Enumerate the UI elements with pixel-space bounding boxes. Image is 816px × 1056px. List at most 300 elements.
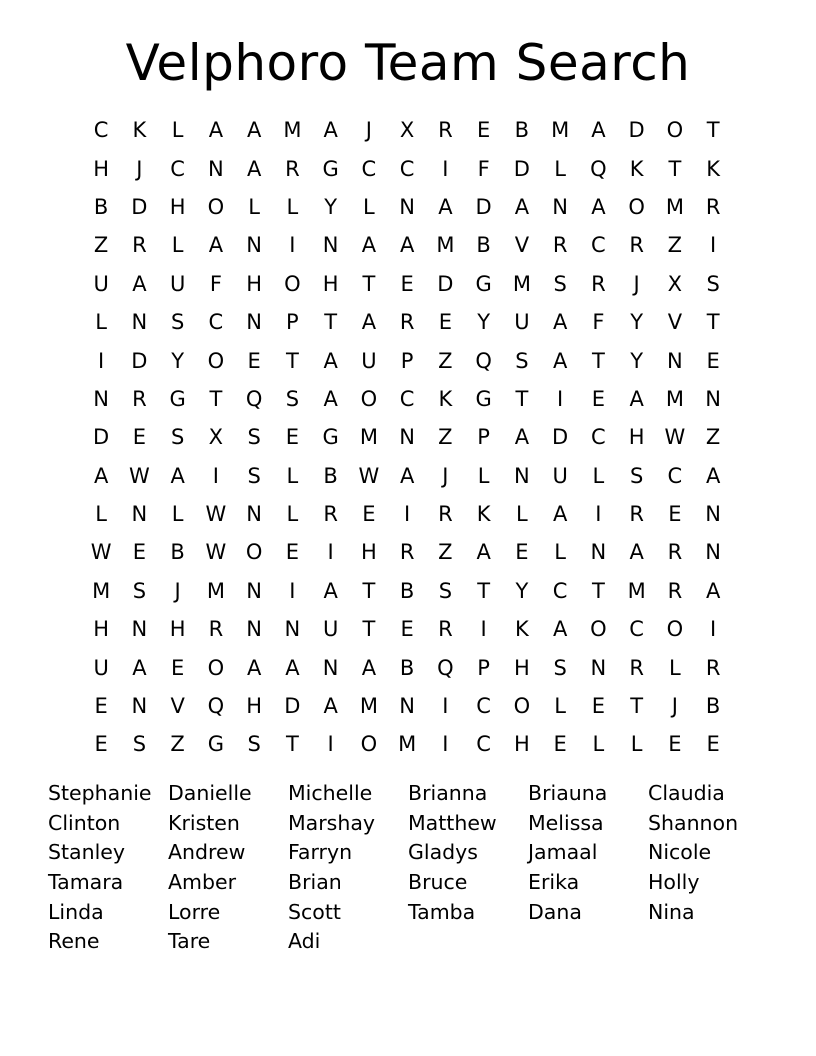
word-list-item: Farryn	[288, 840, 353, 865]
grid-letter: N	[246, 502, 262, 527]
grid-letter: M	[665, 194, 684, 219]
word-list-item: Shannon	[648, 810, 739, 835]
grid-letter: N	[246, 617, 262, 642]
grid-letter: L	[95, 310, 107, 335]
grid-letter: U	[552, 463, 568, 488]
grid-letter: C	[93, 118, 109, 143]
grid-letter: E	[706, 348, 720, 373]
grid-letter: Y	[171, 348, 185, 373]
grid-letter: Z	[438, 425, 453, 450]
word-list-item: Briauna	[528, 781, 608, 805]
grid-letter: O	[245, 540, 263, 565]
grid-letter: V	[667, 310, 683, 335]
grid-letter: O	[207, 655, 225, 680]
grid-letter: P	[477, 425, 490, 450]
grid-letter: A	[361, 655, 377, 680]
grid-letter: L	[286, 194, 299, 219]
grid-letter: N	[399, 694, 415, 719]
grid-letter: E	[362, 502, 376, 527]
grid-letter: W	[358, 463, 380, 488]
grid-letter: W	[205, 540, 227, 565]
grid-letter: B	[705, 694, 721, 719]
grid-letter: C	[361, 156, 377, 181]
grid-letter: M	[436, 233, 455, 258]
grid-letter: L	[669, 655, 681, 680]
grid-letter: T	[591, 348, 605, 373]
word-list-item: Erika	[528, 870, 580, 895]
grid-letter: M	[665, 386, 684, 411]
grid-letter: F	[477, 156, 490, 181]
grid-letter: R	[629, 502, 644, 527]
grid-letter: A	[323, 694, 338, 719]
grid-letter: W	[205, 502, 227, 527]
grid-letter: A	[552, 310, 568, 335]
grid-letter: X	[208, 425, 224, 450]
grid-letter: E	[94, 732, 108, 757]
word-list-item: Adi	[288, 929, 321, 954]
grid-letter: R	[552, 233, 568, 258]
word-list-item: Jamaal	[528, 840, 598, 865]
grid-letter: L	[592, 732, 605, 757]
word-list-item: Gladys	[408, 840, 478, 865]
grid-letter: Q	[590, 156, 607, 181]
grid-letter: T	[362, 617, 376, 642]
grid-letter: N	[590, 540, 607, 565]
grid-letter: G	[322, 156, 339, 181]
grid-letter: I	[595, 502, 602, 527]
page-title: Velphoro Team Search	[125, 34, 691, 92]
grid-letter: E	[285, 425, 300, 450]
word-list-item: Nina	[648, 899, 695, 924]
grid-letter: X	[667, 271, 683, 296]
grid-letter: S	[438, 578, 453, 603]
grid-letter: Q	[207, 694, 225, 719]
letter-grid	[82, 111, 732, 764]
grid-letter: E	[476, 118, 491, 143]
grid-letter: N	[590, 655, 607, 680]
grid-letter: S	[170, 425, 185, 450]
grid-letter: H	[246, 694, 263, 719]
grid-letter: N	[552, 194, 568, 219]
grid-letter: H	[360, 540, 377, 565]
grid-letter: K	[629, 156, 644, 181]
grid-letter: L	[286, 463, 299, 488]
grid-letter: H	[513, 732, 530, 757]
grid-letter: U	[93, 655, 109, 680]
grid-letter: N	[322, 233, 339, 258]
grid-letter: B	[399, 655, 415, 680]
grid-letter: A	[476, 540, 491, 565]
grid-letter: R	[399, 540, 415, 565]
grid-letter: H	[93, 156, 110, 181]
grid-letter: K	[706, 156, 721, 181]
grid-letter: Y	[324, 194, 338, 219]
grid-letter: S	[247, 463, 261, 488]
grid-letter: H	[513, 655, 530, 680]
grid-letter: A	[705, 578, 721, 603]
grid-letter: I	[442, 156, 449, 181]
word-list-item: Bruce	[408, 870, 468, 895]
word-list-item: Holly	[648, 870, 700, 895]
grid-letter: T	[515, 386, 529, 411]
grid-letter: H	[322, 271, 339, 296]
grid-letter: M	[359, 425, 378, 450]
grid-letter: U	[514, 310, 530, 335]
grid-letter: N	[705, 540, 721, 565]
grid-letter: S	[170, 310, 185, 335]
grid-letter: J	[442, 463, 449, 488]
grid-letter: R	[208, 617, 224, 642]
grid-letter: S	[132, 578, 147, 603]
grid-letter: E	[132, 425, 147, 450]
word-list-item: Danielle	[168, 781, 252, 805]
grid-letter: S	[629, 463, 644, 488]
grid-letter: A	[591, 194, 606, 219]
grid-letter: L	[630, 732, 643, 757]
grid-letter: I	[212, 463, 219, 488]
grid-letter: D	[284, 694, 301, 719]
grid-letter: M	[359, 694, 378, 719]
grid-letter: E	[591, 386, 606, 411]
grid-letter: Z	[667, 233, 683, 258]
word-list-item: Lorre	[168, 899, 221, 924]
grid-letter: R	[591, 271, 606, 296]
grid-letter: E	[668, 502, 682, 527]
grid-letter: L	[286, 502, 299, 527]
grid-letter: L	[171, 502, 184, 527]
grid-letter: A	[361, 310, 377, 335]
grid-letter: L	[592, 463, 605, 488]
grid-letter: E	[400, 271, 414, 296]
word-list-item: Brian	[288, 870, 342, 895]
grid-letter: E	[132, 540, 147, 565]
grid-letter: A	[399, 463, 415, 488]
grid-letter: C	[552, 578, 568, 603]
grid-letter: R	[285, 156, 300, 181]
grid-letter: S	[247, 425, 261, 450]
grid-letter: L	[554, 156, 566, 181]
grid-letter: M	[283, 118, 302, 143]
grid-letter: E	[668, 732, 682, 757]
grid-letter: A	[246, 118, 262, 143]
grid-letter: T	[706, 118, 720, 143]
grid-letter: A	[552, 502, 568, 527]
grid-letter: N	[284, 617, 301, 642]
grid-letter: S	[706, 271, 720, 296]
grid-letter: R	[132, 233, 147, 258]
grid-letter: S	[285, 386, 300, 411]
grid-letter: R	[667, 578, 683, 603]
grid-letter: E	[400, 617, 414, 642]
grid-letter: G	[322, 425, 339, 450]
word-list-item: Brianna	[408, 781, 488, 805]
grid-letter: A	[208, 233, 224, 258]
grid-letter: M	[92, 578, 111, 603]
grid-letter: B	[476, 233, 491, 258]
grid-letter: V	[170, 694, 185, 719]
word-list-item: Kristen	[168, 810, 240, 835]
grid-letter: R	[667, 540, 683, 565]
grid-letter: I	[289, 233, 296, 258]
grid-letter: B	[323, 463, 338, 488]
grid-letter: E	[553, 732, 567, 757]
word-list-item: Stephanie	[48, 781, 152, 805]
grid-letter: B	[399, 578, 415, 603]
grid-letter: N	[131, 310, 148, 335]
grid-letter: E	[94, 694, 108, 719]
grid-letter: A	[323, 578, 338, 603]
grid-letter: A	[514, 194, 530, 219]
grid-letter: C	[399, 156, 415, 181]
grid-letter: L	[477, 463, 490, 488]
grid-letter: R	[438, 118, 453, 143]
grid-letter: N	[208, 156, 224, 181]
grid-letter: N	[246, 233, 262, 258]
grid-letter: J	[633, 271, 640, 296]
grid-letter: A	[591, 118, 606, 143]
grid-letter: S	[553, 655, 567, 680]
grid-letter: M	[398, 732, 417, 757]
word-list-item: Amber	[168, 870, 237, 895]
grid-letter: A	[323, 348, 338, 373]
grid-letter: B	[93, 194, 109, 219]
word-list-item: Linda	[48, 899, 104, 924]
grid-letter: T	[362, 271, 376, 296]
grid-letter: N	[131, 502, 148, 527]
grid-letter: L	[171, 233, 184, 258]
grid-letter: C	[476, 732, 491, 757]
grid-letter: Q	[245, 386, 263, 411]
grid-letter: D	[552, 425, 569, 450]
grid-letter: I	[327, 732, 334, 757]
grid-letter: A	[629, 386, 644, 411]
grid-letter: U	[93, 271, 109, 296]
word-list-item: Michelle	[288, 781, 373, 805]
grid-letter: H	[628, 425, 645, 450]
word-list-item: Tamba	[408, 899, 476, 924]
grid-letter: E	[591, 694, 606, 719]
grid-letter: D	[628, 118, 645, 143]
grid-letter: T	[362, 578, 376, 603]
grid-letter: H	[93, 617, 110, 642]
grid-letter: U	[361, 348, 377, 373]
grid-letter: J	[365, 118, 372, 143]
grid-letter: K	[476, 502, 491, 527]
grid-letter: N	[705, 502, 721, 527]
grid-letter: I	[557, 386, 564, 411]
grid-letter: Y	[630, 348, 644, 373]
grid-letter: Q	[475, 348, 492, 373]
grid-letter: O	[628, 194, 645, 219]
grid-letter: N	[667, 348, 683, 373]
grid-letter: B	[514, 118, 530, 143]
grid-letter: A	[705, 463, 721, 488]
grid-letter: I	[289, 578, 296, 603]
grid-letter: I	[480, 617, 487, 642]
grid-letter: O	[207, 348, 225, 373]
grid-letter: N	[399, 425, 415, 450]
grid-letter: E	[247, 348, 261, 373]
grid-letter: Z	[438, 348, 453, 373]
grid-letter: E	[285, 540, 300, 565]
grid-letter: R	[705, 655, 721, 680]
grid-letter: P	[286, 310, 299, 335]
grid-letter: O	[666, 617, 684, 642]
grid-letter: W	[664, 425, 686, 450]
grid-letter: L	[516, 502, 528, 527]
grid-letter: A	[629, 540, 644, 565]
grid-letter: A	[132, 655, 147, 680]
grid-letter: T	[285, 732, 299, 757]
grid-letter: R	[705, 194, 721, 219]
grid-letter: B	[170, 540, 185, 565]
grid-letter: O	[207, 194, 225, 219]
word-list-item: Stanley	[48, 840, 126, 865]
grid-letter: A	[361, 233, 377, 258]
grid-letter: A	[323, 386, 338, 411]
grid-letter: E	[170, 655, 185, 680]
grid-letter: S	[132, 732, 147, 757]
grid-letter: F	[592, 310, 605, 335]
grid-letter: L	[554, 540, 566, 565]
word-list-item: Clinton	[48, 810, 121, 835]
grid-letter: A	[208, 118, 224, 143]
grid-letter: R	[399, 310, 415, 335]
grid-letter: I	[710, 617, 717, 642]
grid-letter: G	[475, 271, 492, 296]
grid-letter: M	[206, 578, 225, 603]
grid-letter: O	[513, 694, 531, 719]
grid-letter: C	[170, 156, 185, 181]
grid-letter: T	[706, 310, 720, 335]
grid-letter: R	[132, 386, 147, 411]
grid-letter: M	[627, 578, 646, 603]
grid-letter: I	[442, 694, 449, 719]
grid-letter: U	[322, 617, 339, 642]
grid-letter: A	[514, 425, 530, 450]
grid-letter: N	[322, 655, 339, 680]
grid-letter: A	[399, 233, 415, 258]
grid-letter: K	[132, 118, 147, 143]
grid-letter: A	[552, 348, 568, 373]
grid-letter: I	[404, 502, 411, 527]
grid-letter: D	[131, 194, 148, 219]
grid-letter: P	[400, 348, 414, 373]
word-list	[48, 779, 768, 957]
grid-letter: P	[477, 655, 490, 680]
grid-letter: W	[90, 540, 112, 565]
grid-letter: S	[515, 348, 529, 373]
grid-letter: L	[363, 194, 375, 219]
grid-letter: T	[630, 694, 644, 719]
grid-letter: N	[93, 386, 109, 411]
grid-letter: N	[246, 578, 262, 603]
grid-letter: I	[710, 233, 717, 258]
grid-letter: T	[668, 156, 682, 181]
grid-letter: C	[629, 617, 644, 642]
grid-letter: Q	[437, 655, 454, 680]
grid-letter: D	[513, 156, 530, 181]
grid-letter: R	[438, 617, 453, 642]
grid-letter: G	[207, 732, 225, 757]
grid-letter: N	[705, 386, 721, 411]
grid-letter: D	[93, 425, 110, 450]
word-list-item: Andrew	[168, 840, 246, 865]
grid-letter: U	[169, 271, 186, 296]
grid-letter: X	[399, 118, 415, 143]
grid-letter: T	[591, 578, 605, 603]
grid-letter: C	[591, 425, 606, 450]
grid-letter: A	[246, 156, 262, 181]
grid-letter: R	[438, 502, 453, 527]
grid-letter: S	[247, 732, 261, 757]
grid-letter: Y	[477, 310, 491, 335]
grid-letter: J	[174, 578, 181, 603]
grid-letter: Z	[705, 425, 721, 450]
word-list-item: Matthew	[408, 810, 497, 835]
grid-letter: M	[512, 271, 531, 296]
grid-letter: Z	[438, 540, 453, 565]
grid-letter: N	[246, 310, 262, 335]
grid-letter: A	[438, 194, 453, 219]
grid-letter: L	[248, 194, 260, 219]
grid-letter: O	[284, 271, 301, 296]
grid-letter: A	[246, 655, 262, 680]
grid-letter: C	[591, 233, 606, 258]
grid-letter: T	[324, 310, 338, 335]
grid-letter: F	[209, 271, 222, 296]
grid-letter: H	[169, 194, 186, 219]
grid-letter: G	[475, 386, 492, 411]
grid-letter: T	[477, 578, 491, 603]
grid-letter: J	[136, 156, 143, 181]
grid-letter: J	[671, 694, 678, 719]
grid-letter: N	[514, 463, 530, 488]
grid-letter: D	[437, 271, 454, 296]
grid-letter: R	[629, 655, 644, 680]
grid-letter: T	[209, 386, 223, 411]
word-list-item: Nicole	[648, 840, 712, 865]
grid-letter: N	[131, 617, 148, 642]
grid-letter: I	[442, 732, 449, 757]
grid-letter: E	[706, 732, 720, 757]
grid-letter: O	[360, 386, 378, 411]
grid-letter: N	[399, 194, 415, 219]
grid-letter: W	[128, 463, 150, 488]
word-list-item: Rene	[48, 929, 100, 954]
word-list-item: Claudia	[648, 781, 725, 805]
grid-letter: A	[323, 118, 338, 143]
grid-letter: S	[553, 271, 567, 296]
grid-letter: A	[93, 463, 109, 488]
grid-letter: C	[399, 386, 415, 411]
grid-letter: V	[514, 233, 530, 258]
word-list-item: Dana	[528, 899, 582, 924]
grid-letter: R	[629, 233, 644, 258]
word-list-item: Tare	[168, 929, 211, 954]
grid-letter: Y	[630, 310, 644, 335]
grid-letter: K	[438, 386, 453, 411]
word-list-item: Scott	[288, 899, 341, 924]
grid-letter: O	[666, 118, 684, 143]
grid-letter: L	[95, 502, 107, 527]
grid-letter: Z	[93, 233, 109, 258]
grid-letter: T	[285, 348, 299, 373]
grid-letter: I	[327, 540, 334, 565]
grid-letter: M	[551, 118, 570, 143]
grid-letter: A	[285, 655, 300, 680]
grid-letter: I	[98, 348, 105, 373]
